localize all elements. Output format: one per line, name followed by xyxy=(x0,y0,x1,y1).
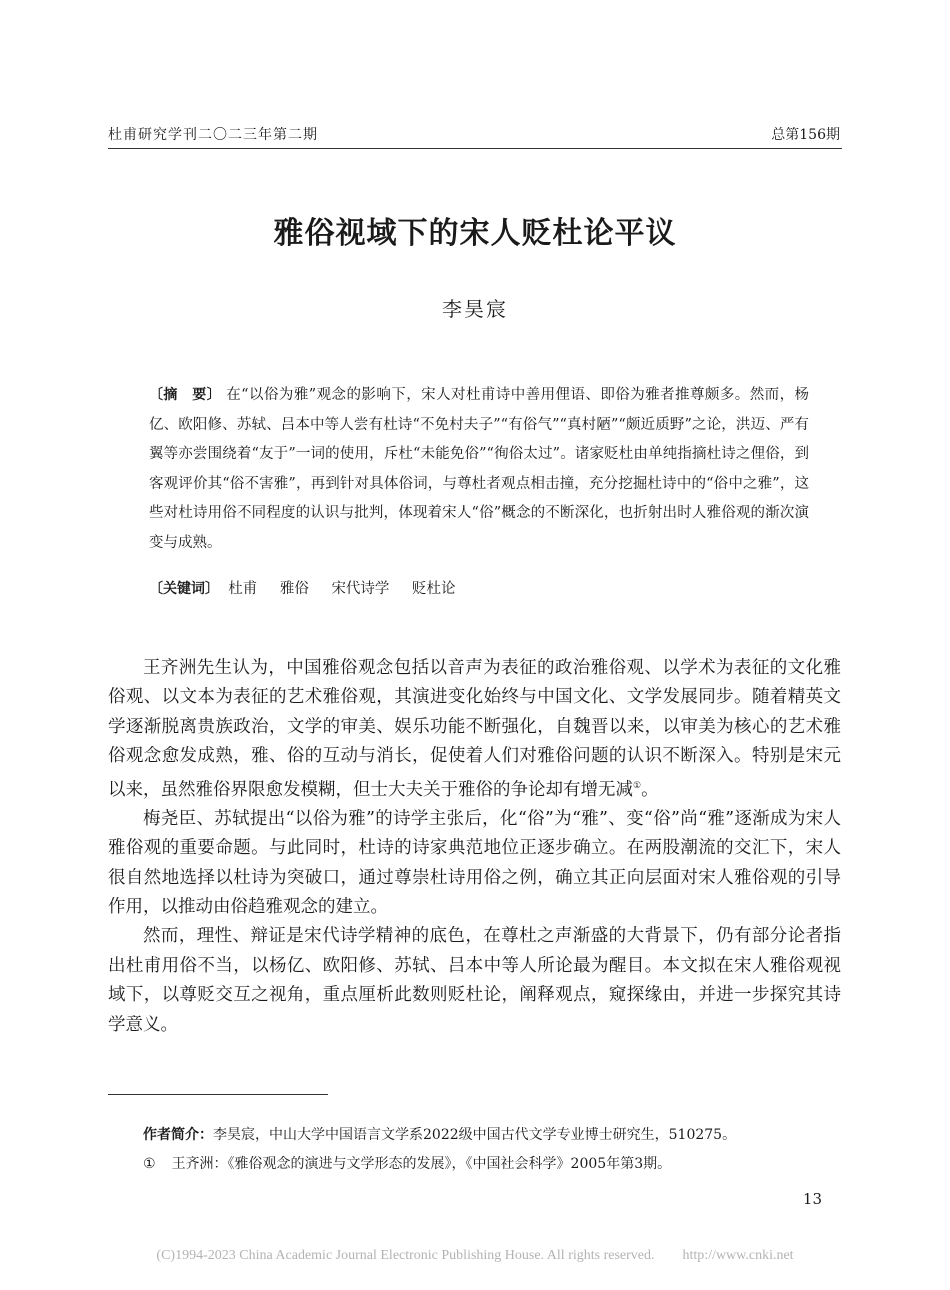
page-number: 13 xyxy=(802,1190,822,1208)
body-paragraph: 梅尧臣、苏轼提出“以俗为雅”的诗学主张后，化“俗”为“雅”、变“俗”尚“雅”逐渐成为宋人雅俗观的重要命题。与此同时，杜诗的诗家典范地位正逐步确立。在两股潮流的交汇下，宋人很自然地选择以杜诗为突破口，通过尊崇杜诗用俗之例，确立其正向层面对宋人雅俗观的引导作用，以推动由俗趋雅观念的建立。 xyxy=(108,808,841,918)
keyword: 雅俗 xyxy=(279,581,309,597)
abstract-label: 〔摘 要〕 xyxy=(149,387,222,403)
keywords xyxy=(149,577,474,598)
author-bio xyxy=(143,1124,736,1144)
keywords-label: 〔关键词〕 xyxy=(149,581,219,597)
author-bio-text: 李昊宸，中山大学中国语言文学系2022级中国古代文学专业博士研究生，510275。 xyxy=(213,1127,737,1143)
footnote-text: 王齐洲：《雅俗观念的演进与文学形态的发展》，《中国社会科学》2005年第3期。 xyxy=(171,1156,672,1172)
footnote-mark: ① xyxy=(143,1156,156,1172)
author-bio-label: 作者简介： xyxy=(143,1127,213,1143)
body-paragraph: 然而，理性、辩证是宋代诗学精神的底色，在尊杜之声渐盛的大背景下，仍有部分论者指出杜甫用俗不当，以杨亿、欧阳修、苏轼、吕本中等人所论最为醒目。本文拟在宋人雅俗观视域下，以尊贬交互之视角，重点厘析此数则贬杜论，阐释观点，窥探缘由，并进一步探究其诗学意义。 xyxy=(108,926,841,1035)
header-divider xyxy=(108,148,842,149)
running-header-issue: 总第156期 xyxy=(771,127,840,143)
abstract-text: 在“以俗为雅”观念的影响下，宋人对杜甫诗中善用俚语、即俗为雅者推尊颇多。然而，杨亿、欧阳修、苏轼、吕本中等人尝有杜诗“不免村夫子”“有俗气”“真村陋”“颇近质野”之论，洪迈、严有翼等亦尝围绕着“友于”一词的使用，斥杜“未能免俗”“徇俗太过”。诸家贬杜由单纯指摘杜诗之俚俗，到客观评价其“俗不害雅”，再到针对具体俗词，与尊杜者观点相击撞，充分挖掘杜诗中的“俗中之雅”，这些对杜诗用俗不同程度的认识与批判，体现着宋人“俗”概念的不断深化，也折射出时人雅俗观的渐次演变与成熟。 xyxy=(149,387,810,551)
footnote-divider xyxy=(108,1094,328,1095)
paragraph-text: 王齐洲先生认为，中国雅俗观念包括以音声为表征的政治雅俗观、以学术为表征的文化雅俗观、以文本为表征的艺术雅俗观，其演进变化始终与中国文化、文学发展同步。随着精英文学逐渐脱离贵族政治，文学的审美、娱乐功能不断强化，自魏晋以来，以审美为核心的艺术雅俗观念愈发成熟，雅、俗的互动与消长，促使着人们对雅俗问题的认识不断深入。特别是宋元以来，虽然雅俗界限愈发模糊，但士大夫关于雅俗的争论却有增无减 xyxy=(108,658,841,800)
paragraph-end: 。 xyxy=(641,779,659,800)
keyword: 杜甫 xyxy=(228,581,258,597)
keyword: 贬杜论 xyxy=(412,581,456,597)
article-body xyxy=(108,654,841,1040)
copyright-watermark: (C)1994-2023 China Academic Journal Electronic Publishing House. All rights reserved. http://www.cnki.net xyxy=(156,1248,794,1263)
abstract xyxy=(149,381,809,558)
running-header-journal: 杜甫研究学刊二〇二三年第二期 xyxy=(108,127,318,143)
article-author: 李昊宸 xyxy=(442,297,508,321)
keyword: 宋代诗学 xyxy=(331,581,390,597)
body-paragraph xyxy=(108,654,841,805)
article-title: 雅俗视域下的宋人贬杜论平议 xyxy=(273,216,677,251)
footnote xyxy=(143,1153,671,1173)
footnote-ref[interactable]: ① xyxy=(633,780,642,791)
